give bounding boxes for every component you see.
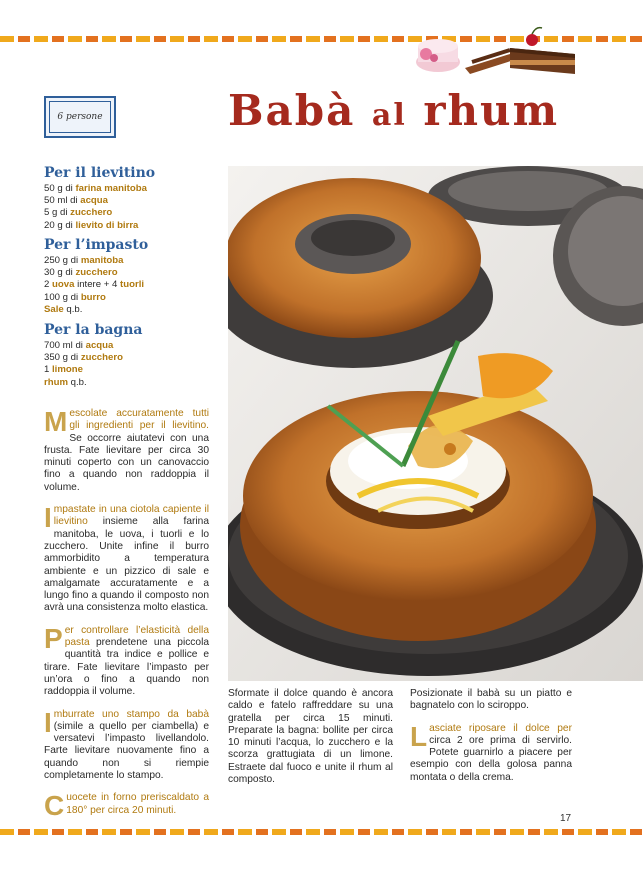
- method-step: Per controllare l’elasticità della pasta prendetene una piccola quantità tra indice e pollice e tirare. Fate lievitare l’impasto per un’ora o fino a quando non raddoppia il volume.: [44, 622, 209, 698]
- recipe-title: [228, 86, 559, 135]
- ingredients-lievitino: [44, 165, 214, 232]
- ingredient-line: 350 g di zucchero: [44, 352, 123, 364]
- method-paragraph: Posizionate il babà su un piatto e bagnatelo con lo sciroppo.: [410, 688, 572, 712]
- ingredient-line: 700 ml di acqua: [44, 340, 114, 351]
- title-word-baba: Babà: [228, 86, 356, 135]
- drop-cap: P: [44, 622, 63, 654]
- drop-cap: I: [44, 706, 52, 738]
- ingredient-line: 30 g di zucchero: [44, 267, 118, 279]
- method-column-left: [44, 408, 209, 827]
- ingredient-line: 100 g di burro: [44, 291, 106, 303]
- method-step: Lasciate riposare il dolce per circa 2 ore prima di servirlo. Potete guarnirlo a piacere per esempio con della golosa panna montata o della crema.: [410, 720, 572, 783]
- desserts-illustration: [410, 24, 580, 82]
- ingredient-line: 250 g di manitoba: [44, 255, 124, 266]
- servings-label: 6 persone: [57, 112, 103, 122]
- ingredient-line: 5 g di zucchero: [44, 207, 113, 219]
- bottom-decorative-stripe: [0, 829, 643, 835]
- ingredient-line: 50 g di farina manitoba: [44, 183, 147, 194]
- method-step: Impastate in una ciotola capiente il lievitino insieme alla farina manitoba, le uova, i tuorli e lo zucchero. Unite infine il burro ammorbidito a temperatura ambiente e un pizzico di sale e amalgamate accuratamente e a lungo fino a quando il composto non avrà una consistenza molto elastica.: [44, 502, 209, 614]
- servings-badge: [44, 96, 116, 138]
- ingredients-bagna: [44, 322, 214, 389]
- ingredient-line: rhum q.b.: [44, 376, 87, 388]
- ingredient-line: Sale q.b.: [44, 303, 83, 315]
- ingredient-line: 1 limone: [44, 364, 83, 376]
- method-column-right: [410, 688, 572, 794]
- drop-cap: L: [410, 720, 428, 752]
- method-column-middle: [228, 688, 393, 796]
- ingredient-line: 50 ml di acqua: [44, 195, 108, 207]
- method-step: Mescolate accuratamente tutti gli ingredienti per il lievitino. Se occorre aiutatevi con una frusta. Fate lievitare per circa 30 minuti coperto con un canovaccio fino a quando non raddoppia il volume.: [44, 406, 209, 493]
- page-number: 17: [560, 813, 572, 824]
- method-step: Cuocete in forno preriscaldato a 180° per circa 20 minuti.: [44, 790, 209, 822]
- drop-cap: C: [44, 790, 65, 822]
- section-heading: Per il lievitino: [44, 165, 156, 181]
- title-word-al: al: [371, 98, 407, 133]
- drop-cap: I: [44, 502, 52, 534]
- section-heading: Per la bagna: [44, 322, 143, 338]
- ingredients-impasto: [44, 237, 214, 316]
- ingredient-line: 2 uova intere + 4 tuorli: [44, 279, 145, 291]
- title-word-rhum: rhum: [423, 86, 560, 135]
- section-heading: Per l’impasto: [44, 237, 149, 253]
- baba-photo: [228, 166, 643, 681]
- drop-cap: M: [44, 406, 68, 437]
- method-step: Imburrate uno stampo da babà (simile a quello per ciambella) e versatevi l’impasto livellandolo. Farte lievitare nuovamente fino a quando non si riempie completamente lo stampo.: [44, 706, 209, 782]
- ingredient-line: 20 g di lievito di birra: [44, 219, 139, 231]
- method-paragraph: Sformate il dolce quando è ancora caldo e fatelo raffreddare su una gratella per circa 15 minuti. Preparate la bagna: bollite per circa 10 minuti l’acqua, lo zucchero e la scorza grattugiata di un limone. Estraete dal fuoco e unite il rhum al composto.: [228, 688, 393, 786]
